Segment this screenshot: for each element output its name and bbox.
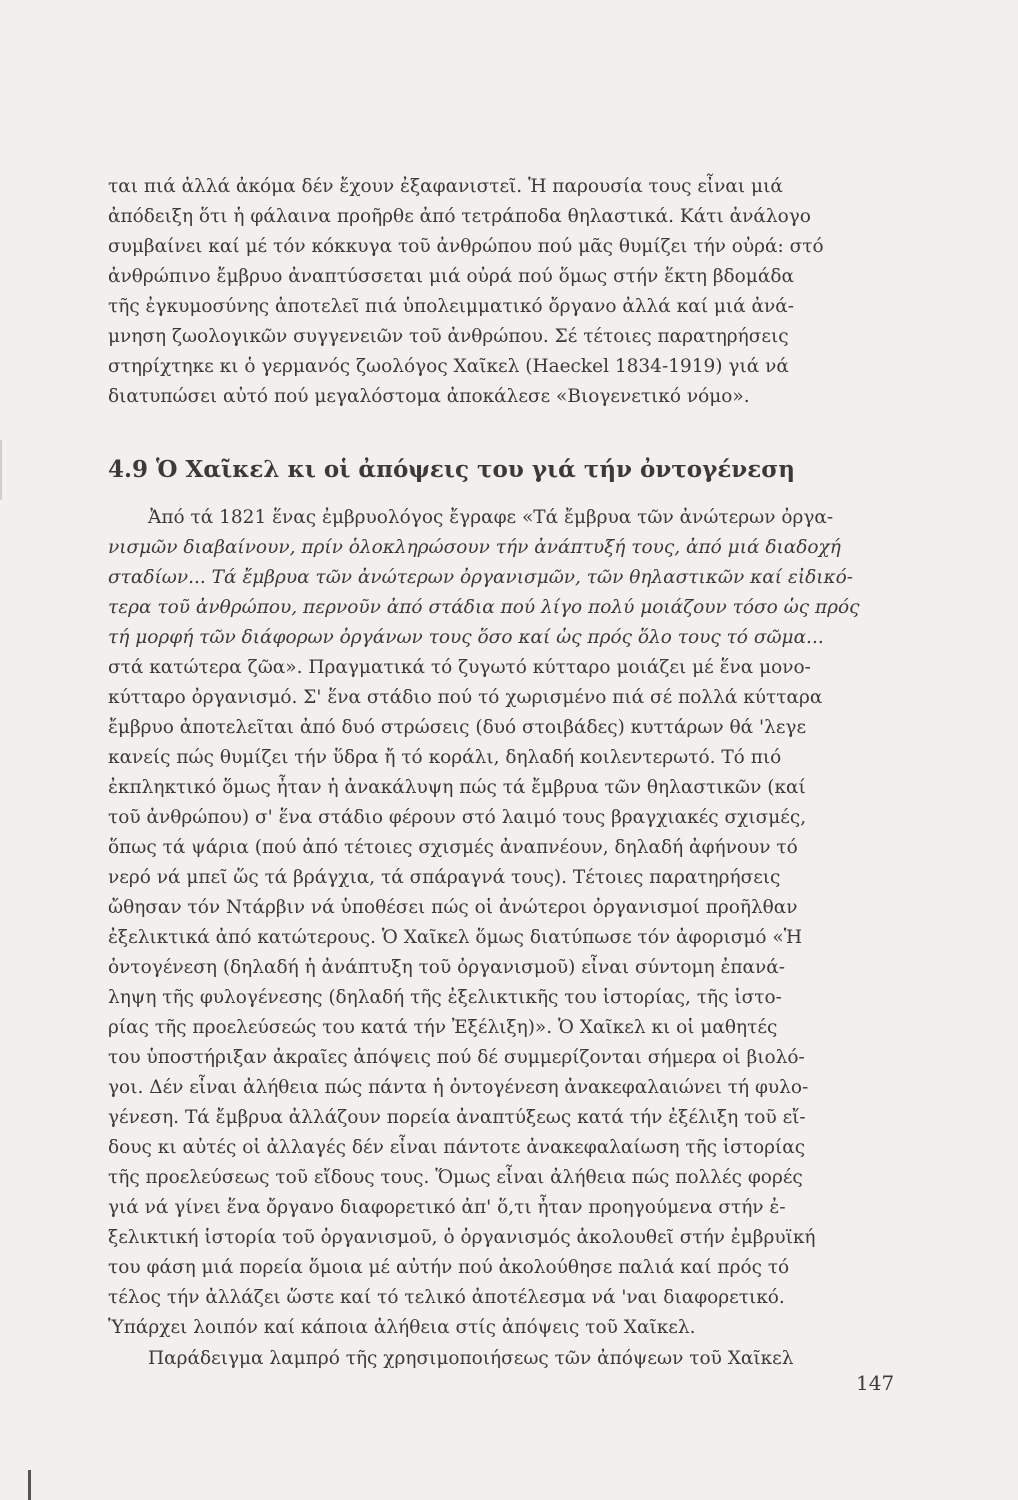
paragraph-1-line: ται πιά ἀλλά ἀκόμα δέν ἔχουν ἐξαφανιστεῖ. Ἡ παρουσία τους εἶναι μιά — [108, 176, 783, 197]
paragraph-2-line: γιά νά γίνει ἕνα ὄργανο διαφορετικό ἀπ' ὅ,τι ἦταν προηγούμενα στήν ἐ- — [108, 1197, 786, 1218]
paragraph-2-quote-line: σταδίων... Τά ἔμβρυα τῶν ἀνώτερων ὀργανισμῶν, τῶν θηλαστικῶν καί εἰδικό- — [108, 567, 853, 588]
paragraph-1-line: στηρίχτηκε κι ὁ γερμανός ζωολόγος Χαῖκελ (Haeckel 1834-1919) γιά νά — [108, 356, 789, 377]
paragraph-1-line: μνηση ζωολογικῶν συγγενειῶν τοῦ ἀνθρώπου. Σέ τέτοιες παρατηρήσεις — [108, 326, 789, 347]
paragraph-2-line: τῆς προελεύσεως τοῦ εἴδους τους. Ὅμως εἶναι ἀλήθεια πώς πολλές φορές — [108, 1167, 803, 1188]
paragraph-2-line: του ὑποστήριξαν ἀκραῖες ἀπόψεις πού δέ συμμερίζονται σήμερα οἱ βιολό- — [108, 1047, 805, 1068]
paragraph-1-line: ἀνθρώπινο ἔμβρυο ἀναπτύσσεται μιά οὐρά πού ὅμως στήν ἕκτη βδομάδα — [108, 266, 794, 287]
paragraph-2-line: ρίας τῆς προελεύσεώς του κατά τήν Ἐξέλιξη)». Ὁ Χαῖκελ κι οἱ μαθητές — [108, 1017, 778, 1038]
paragraph-2-line: του φάση μιά πορεία ὅμοια μέ αὐτήν πού ἀκολούθησε παλιά καί πρός τό — [108, 1257, 790, 1278]
paragraph-2-line: ἔμβρυο ἀποτελεῖται ἀπό δυό στρώσεις (δυό στοιβάδες) κυττάρων θά 'λεγε — [108, 717, 807, 738]
paragraph-2-line: τοῦ ἀνθρώπου) σ' ἕνα στάδιο φέρουν στό λαιμό τους βραγχιακές σχισμές, — [108, 807, 807, 828]
paragraph-1-line: διατυπώσει αὐτό πού μεγαλόστομα ἀποκάλεσε «Βιογενετικό νόμο». — [108, 386, 750, 407]
paragraph-2-line: ξελικτική ἱστορία τοῦ ὀργανισμοῦ, ὁ ὀργανισμός ἀκολουθεῖ στήν ἐμβρυϊκή — [108, 1227, 816, 1248]
scan-edge-mark — [0, 440, 2, 500]
paragraph-2-line: κύτταρο ὀργανισμό. Σ' ἕνα στάδιο πού τό χωρισμένο πιά σέ πολλά κύτταρα — [108, 687, 823, 708]
paragraph-2-line: δους κι αὐτές οἱ ἀλλαγές δέν εἶναι πάντοτε ἀνακεφαλαίωση τῆς ἱστορίας — [108, 1137, 806, 1158]
page-number: 147 — [856, 1371, 895, 1395]
paragraph-2-line: ὤθησαν τόν Ντάρβιν νά ὑποθέσει πώς οἱ ἀνώτεροι ὀργανισμοί προῆλθαν — [108, 897, 798, 918]
paragraph-1-line: συμβαίνει καί μέ τόν κόκκυγα τοῦ ἀνθρώπου πού μᾶς θυμίζει τήν οὐρά: στό — [108, 236, 824, 257]
paragraph-2-quote-line: νισμῶν διαβαίνουν, πρίν ὁλοκληρώσουν τήν ἀνάπτυξή τους, ἀπό μιά διαδοχή — [108, 537, 841, 558]
paragraph-1-line: τῆς ἐγκυμοσύνης ἀποτελεῖ πιά ὑπολειμματικό ὄργανο ἀλλά καί μιά ἀνά- — [108, 296, 794, 317]
paragraph-2-line: ὅπως τά ψάρια (πού ἀπό τέτοιες σχισμές ἀναπνέουν, δηλαδή ἀφήνουν τό — [108, 837, 798, 858]
paragraph-2-line: ἐξελικτικά ἀπό κατώτερους. Ὁ Χαῖκελ ὅμως διατύπωσε τόν ἀφορισμό «Ἡ — [108, 927, 803, 948]
paragraph-3-line: Παράδειγμα λαμπρό τῆς χρησιμοποιήσεως τῶν ἀπόψεων τοῦ Χαῖκελ — [148, 1348, 794, 1369]
paragraph-2-quote-line: τή μορφή τῶν διάφορων ὀργάνων τους ὅσο καί ὡς πρός ὅλο τους τό σῶμα... — [108, 627, 824, 648]
scan-edge-mark — [28, 1470, 31, 1500]
paragraph-2-line: τέλος τήν ἀλλάζει ὥστε καί τό τελικό ἀποτέλεσμα νά 'ναι διαφορετικό. — [108, 1287, 785, 1308]
paragraph-2-line: ληψη τῆς φυλογένεσης (δηλαδή τῆς ἐξελικτικῆς του ἱστορίας, τῆς ἱστο- — [108, 987, 782, 1008]
paragraph-2-line: ἐκπληκτικό ὅμως ἦταν ἡ ἀνακάλυψη πώς τά ἔμβρυα τῶν θηλαστικῶν (καί — [108, 777, 806, 798]
paragraph-1-line: ἀπόδειξη ὅτι ἡ φάλαινα προῆρθε ἀπό τετράποδα θηλαστικά. Κάτι ἀνάλογο — [108, 206, 811, 227]
paragraph-2-line: νερό νά μπεῖ ὥς τά βράγχια, τά σπάραγνά τους). Τέτοιες παρατηρήσεις — [108, 867, 781, 888]
paragraph-2-line: κανείς πώς θυμίζει τήν ὕδρα ἤ τό κοράλι, δηλαδή κοιλεντερωτό. Τό πιό — [108, 747, 782, 768]
paragraph-2-line: γένεση. Τά ἔμβρυα ἀλλάζουν πορεία ἀναπτύξεως κατά τήν ἐξέλιξη τοῦ εἴ- — [108, 1107, 806, 1128]
paragraph-2-line: στά κατώτερα ζῶα». Πραγματικά τό ζυγωτό κύτταρο μοιάζει μέ ἕνα μονο- — [108, 657, 811, 678]
paragraph-2-line: Ἀπό τά 1821 ἕνας ἐμβρυολόγος ἔγραφε «Τά ἔμβρυα τῶν ἀνώτερων ὀργα- — [148, 507, 834, 528]
paragraph-2-quote-line: τερα τοῦ ἀνθρώπου, περνοῦν ἀπό στάδια πού λίγο πολύ μοιάζουν τόσο ὡς πρός — [108, 597, 860, 618]
paragraph-2-line: Ὑπάρχει λοιπόν καί κάποια ἀλήθεια στίς ἀπόψεις τοῦ Χαῖκελ. — [108, 1317, 696, 1338]
section-heading: 4.9 Ὁ Χαῖκελ κι οἱ ἀπόψεις του γιά τήν ὀντογένεση — [108, 456, 795, 483]
paragraph-2-line: γοι. Δέν εἶναι ἀλήθεια πώς πάντα ἡ ὀντογένεση ἀνακεφαλαιώνει τή φυλο- — [108, 1077, 809, 1098]
paragraph-2-line: ὀντογένεση (δηλαδή ἡ ἀνάπτυξη τοῦ ὀργανισμοῦ) εἶναι σύντομη ἐπανά- — [108, 957, 786, 978]
